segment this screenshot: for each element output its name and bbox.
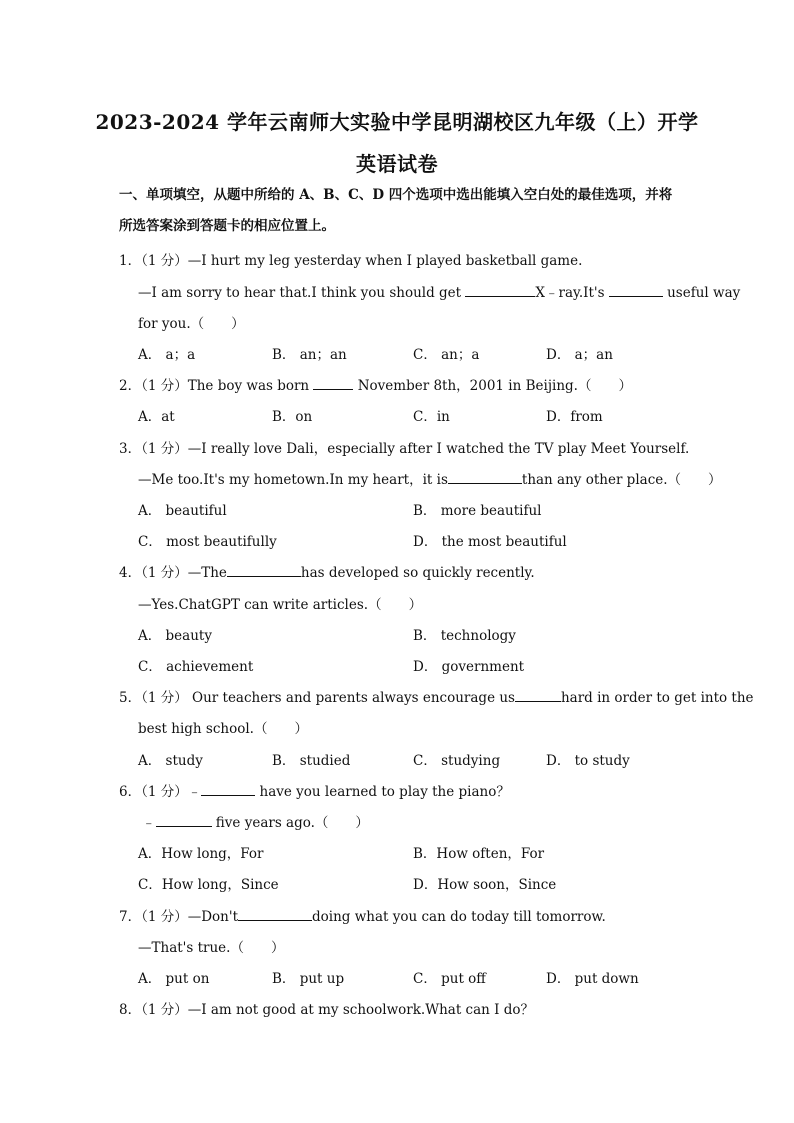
question-2-stem bbox=[119, 374, 632, 394]
question-6-option-b[interactable]: B．How often，For bbox=[413, 846, 545, 862]
question-1-line3: for you.（ ） bbox=[138, 316, 245, 332]
question-5-option-c[interactable]: C． studying bbox=[413, 753, 501, 769]
question-6-option-d[interactable]: D．How soon，Since bbox=[413, 877, 557, 893]
question-4-option-b[interactable]: B． technology bbox=[413, 628, 516, 644]
question-3-option-d[interactable]: D． the most beautiful bbox=[413, 534, 567, 550]
question-1-option-a[interactable]: A． a；a bbox=[138, 347, 196, 363]
q7-text-a: 7．（1 分）—Don't bbox=[119, 909, 239, 925]
question-8-stem: 8．（1 分）—I am not good at my schoolwork.What can I do？ bbox=[119, 1002, 535, 1018]
question-3-option-c[interactable]: C． most beautifully bbox=[138, 534, 277, 550]
q1-text-b: X﹣ray.It's bbox=[535, 285, 609, 301]
question-2-option-c[interactable]: C．in bbox=[413, 409, 450, 425]
question-5-stem bbox=[119, 686, 754, 706]
question-1-stem: 1．（1 分）—I hurt my leg yesterday when I played basketball game. bbox=[119, 253, 583, 269]
section-header: 一、单项填空，从题中所给的 A、B、C、D 四个选项中选出能填入空白处的最佳选项，并将所选答案涂到答题卡的相应位置上。 bbox=[119, 187, 673, 234]
question-2-option-a[interactable]: A．at bbox=[138, 409, 175, 425]
question-5-option-a[interactable]: A． study bbox=[138, 753, 203, 769]
question-3-line2 bbox=[138, 468, 722, 488]
question-4-option-d[interactable]: D． government bbox=[413, 659, 525, 675]
q7-text-b: doing what you can do today till tomorrow. bbox=[312, 909, 606, 925]
answer-blank bbox=[227, 564, 301, 577]
q1-text-c: useful way bbox=[662, 285, 741, 301]
question-5-option-d[interactable]: D． to study bbox=[546, 753, 630, 769]
q5-text-b: hard in order to get into the bbox=[560, 690, 754, 706]
question-2-option-d[interactable]: D．from bbox=[546, 409, 603, 425]
q4-text-a: 4．（1 分）—The bbox=[119, 565, 227, 581]
answer-blank bbox=[238, 908, 312, 921]
q6-text-b: have you learned to play the piano？ bbox=[255, 784, 510, 800]
q2-text-b: November 8th，2001 in Beijing.（ ） bbox=[353, 378, 632, 394]
q4-text-b: has developed so quickly recently. bbox=[300, 565, 535, 581]
question-7-stem bbox=[119, 905, 606, 925]
question-1-option-c[interactable]: C． an；a bbox=[413, 347, 480, 363]
question-7-option-b[interactable]: B． put up bbox=[272, 971, 345, 987]
answer-blank bbox=[156, 814, 212, 827]
q1-text-a: —I am sorry to hear that.I think you should get bbox=[138, 285, 466, 301]
q3-text-a: —Me too.It's my hometown.In my heart，it is bbox=[138, 472, 448, 488]
question-5-option-b[interactable]: B． studied bbox=[272, 753, 351, 769]
question-4-option-c[interactable]: C． achievement bbox=[138, 659, 254, 675]
question-3-option-b[interactable]: B． more beautiful bbox=[413, 503, 542, 519]
q6-text-a: 6．（1 分）﹣ bbox=[119, 784, 202, 800]
question-4-line2: —Yes.ChatGPT can write articles.（ ） bbox=[138, 597, 423, 613]
exam-title-line2: 英语试卷 bbox=[356, 152, 438, 176]
question-1-option-d[interactable]: D． a；an bbox=[546, 347, 613, 363]
answer-blank bbox=[201, 783, 255, 796]
answer-blank bbox=[448, 471, 522, 484]
question-6-option-a[interactable]: A．How long，For bbox=[138, 846, 264, 862]
q6-text-d: five years ago.（ ） bbox=[211, 815, 369, 831]
answer-blank bbox=[313, 377, 353, 390]
question-6-option-c[interactable]: C．How long，Since bbox=[138, 877, 279, 893]
question-5-line2: best high school.（ ） bbox=[138, 721, 308, 737]
answer-blank bbox=[515, 689, 561, 702]
question-2-option-b[interactable]: B．on bbox=[272, 409, 313, 425]
question-1-line2 bbox=[138, 281, 740, 301]
question-7-option-a[interactable]: A． put on bbox=[138, 971, 210, 987]
question-7-line2: —That's true.（ ） bbox=[138, 940, 285, 956]
q5-text-a: 5．（1 分） Our teachers and parents always encourage us bbox=[119, 690, 515, 706]
question-4-option-a[interactable]: A． beauty bbox=[138, 628, 212, 644]
q3-text-b: than any other place.（ ） bbox=[521, 472, 722, 488]
q2-text-a: 2．（1 分）The boy was born bbox=[119, 378, 314, 394]
question-7-option-d[interactable]: D． put down bbox=[546, 971, 639, 987]
question-7-option-c[interactable]: C． put off bbox=[413, 971, 486, 987]
question-1-option-b[interactable]: B． an；an bbox=[272, 347, 347, 363]
answer-blank bbox=[609, 284, 663, 297]
question-6-stem bbox=[119, 780, 510, 800]
exam-title-line1: 2023-2024 学年云南师大实验中学昆明湖校区九年级（上）开学 bbox=[95, 110, 699, 134]
question-6-line2 bbox=[142, 811, 369, 831]
question-3-stem: 3．（1 分）—I really love Dali，especially after I watched the TV play Meet Yourself. bbox=[119, 441, 690, 457]
question-4-stem bbox=[119, 561, 535, 581]
answer-blank bbox=[465, 284, 535, 297]
question-3-option-a[interactable]: A． beautiful bbox=[138, 503, 227, 519]
q6-text-c: ﹣ bbox=[142, 815, 156, 831]
